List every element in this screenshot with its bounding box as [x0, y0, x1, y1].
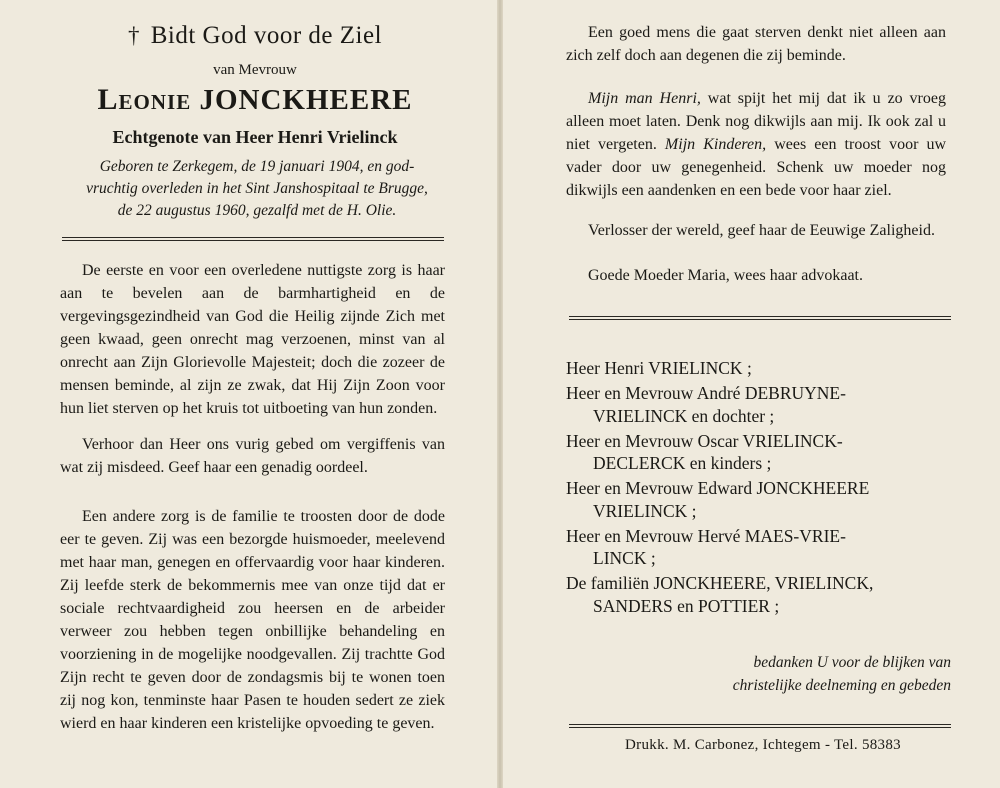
paragraph-text: De eerste en voor een overledene nuttigste zorg is haar aan te bevelen aan de barmhartigheid en de vergevingsgezindheid van God die Heilig zijnde Zich met geen kwaad, geen onrecht mag verzoenen, minst van al onrecht aan Zijn Glorievolle Majesteit; doch die zozeer de mensen beminde, al zijn ze zwak, dat Hij Zijn Zoon voor hun liet sterven op het kruis tot uitboeting van hun zonden. — [60, 262, 445, 417]
card-title — [60, 22, 450, 50]
divider-rule — [62, 237, 444, 241]
family-line-continued: VRIELINCK en dochter ; — [593, 405, 775, 426]
divider-rule — [569, 316, 951, 320]
family-line: Heer Henri VRIELINCK ; — [566, 358, 752, 378]
family-entry — [566, 382, 956, 427]
prayer-paragraph — [60, 505, 445, 735]
last-name: JONCKHEERE — [199, 84, 413, 116]
prayer-paragraph — [566, 264, 946, 287]
paragraph-text — [566, 87, 946, 202]
prayer-paragraph — [566, 21, 946, 67]
prayer-paragraph — [60, 259, 445, 420]
family-line: De familiën JONCKHEERE, VRIELINCK, — [566, 573, 874, 593]
spouse-line: Echtgenote van Heer Henri Vrielinck — [112, 127, 398, 147]
family-line: Heer en Mevrouw Hervé MAES-VRIE- — [566, 525, 846, 546]
printer-imprint: Drukk. M. Carbonez, Ichtegem - Tel. 58383 — [625, 737, 901, 753]
left-page — [0, 0, 497, 788]
family-entry — [566, 430, 956, 475]
paragraph-text-part: wees een troost voor uw vader door uw genegenheid. Schenk uw moeder nog dikwijls een aandenken en een bede voor haar ziel. — [566, 136, 947, 199]
prayer-paragraph — [60, 433, 445, 479]
prayer-paragraph — [566, 219, 946, 242]
paragraph-text: Een andere zorg is de familie te troosten door de dode eer te geven. Zij was een bezorgde huismoeder, meelevend met haar man, genegen en offervaardig voor haar kinderen. Zij leefde sterk de bekommernis mee van onze tijd dat er sociale rechtvaardigheid zou heersen en de arbeider verweer zou hebben tegen onbillijke behandeling en voorziening in de mogelijke noodgevallen. Zij trachtte God Zijn recht te geven door de zondagsmis bij te wonen toen zij nog kon, tenminste haar Pasen te houden sedert ze ziek wierd en haar kinderen een kristelijke opvoeding te geven. — [60, 508, 445, 732]
honorific-line: van Mevrouw — [213, 62, 297, 78]
paragraph-text: Goede Moeder Maria, wees haar advokaat. — [588, 267, 863, 284]
family-line: Heer en Mevrouw André DEBRUYNE- — [566, 383, 846, 403]
family-entry — [566, 572, 956, 617]
birth-line: Geboren te Zerkegem, de 19 januari 1904, en god- — [99, 158, 415, 175]
first-name: Leonie — [97, 83, 192, 116]
paragraph-text-part: wat spijt het mij dat ik u zo vroeg alleen moet laten. Denk nog dikwijls aan mij. Ik ook zal u niet vergeten. — [566, 90, 946, 153]
address-husband: Mijn man Henri, — [588, 90, 701, 107]
deceased-name — [40, 83, 470, 117]
right-page — [503, 0, 1000, 788]
paragraph-text: Verlosser der wereld, geef haar de Eeuwige Zaligheid. — [588, 222, 935, 239]
birth-death-details — [48, 156, 466, 222]
family-list — [566, 357, 956, 620]
family-line: Heer en Mevrouw Edward JONCKHEERE — [566, 478, 870, 498]
family-entry — [566, 357, 956, 380]
family-line: Heer en Mevrouw Oscar VRIELINCK- — [566, 430, 843, 451]
paragraph-text: Een goed mens die gaat sterven denkt niet alleen aan zich zelf doch aan degenen die zij beminde. — [566, 24, 946, 64]
family-line-continued: SANDERS en POTTIER ; — [593, 595, 780, 616]
paragraph-text: Verhoor dan Heer ons vurig gebed om vergiffenis van wat zij misdeed. Geef haar een genadig oordeel. — [60, 436, 445, 476]
title-text: Bidt God voor de Ziel — [150, 22, 383, 49]
family-line-continued: LINCK ; — [593, 548, 656, 568]
address-children: Mijn Kinderen, — [664, 136, 767, 153]
birth-line: vruchtig overleden in het Sint Janshospitaal te Brugge, — [86, 180, 428, 197]
birth-line: de 22 augustus 1960, gezalfd met de H. Olie. — [117, 202, 397, 219]
thanks-line: bedanken U voor de blijken van — [753, 654, 951, 671]
thanks-line: christelijke deelneming en gebeden — [732, 677, 951, 694]
prayer-paragraph — [566, 87, 946, 202]
family-line-continued: DECLERCK en kinders ; — [593, 453, 772, 473]
family-entry — [566, 525, 956, 570]
family-line-continued: VRIELINCK ; — [593, 500, 697, 521]
thanks-note — [643, 651, 951, 697]
cross-icon: † — [127, 23, 140, 48]
family-entry — [566, 477, 956, 522]
divider-rule — [569, 724, 951, 728]
